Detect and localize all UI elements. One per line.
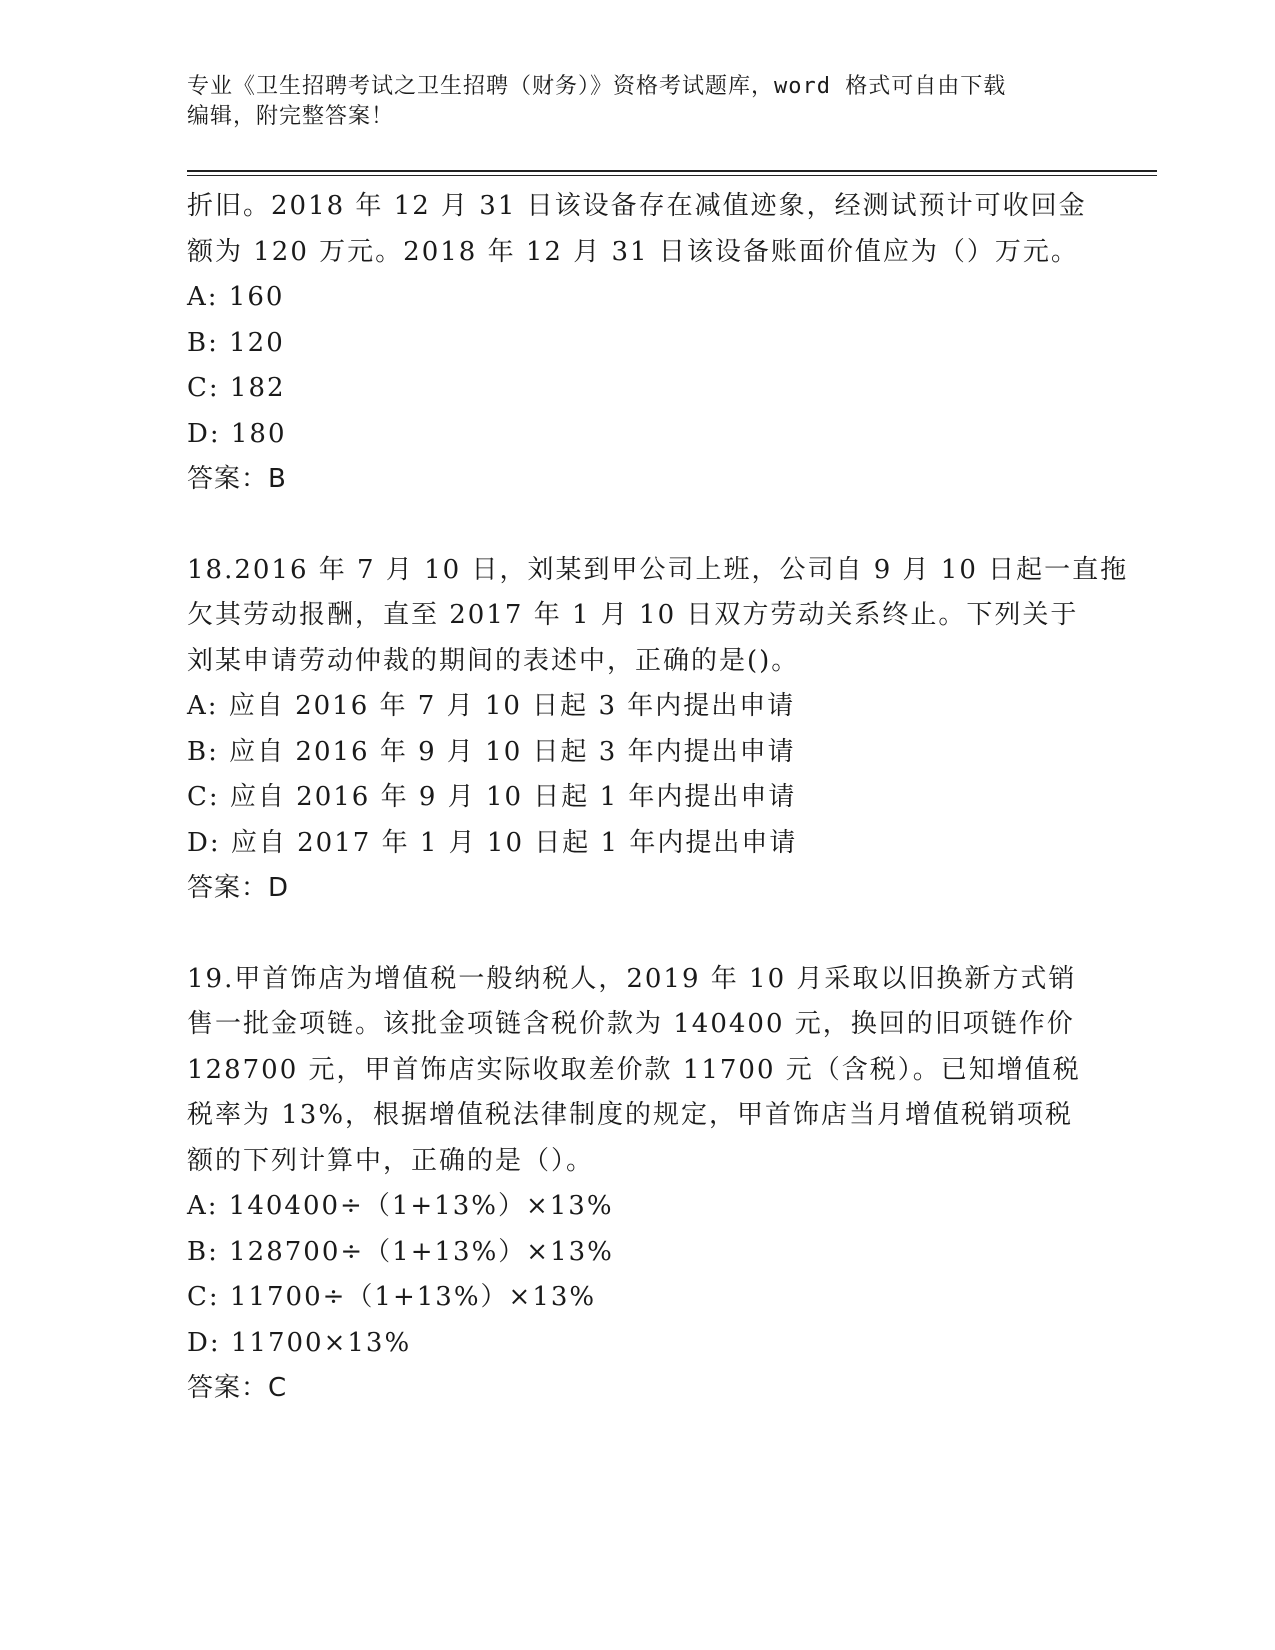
answer-label: 答案：D <box>187 873 290 903</box>
question-list <box>187 184 1157 1412</box>
question-18 <box>187 548 1129 912</box>
question-text-line: 刘某申请劳动仲裁的期间的表述中，正确的是()。 <box>187 645 800 676</box>
question-text-line: 128700 元，甲首饰店实际收取差价款 11700 元（含税）。已知增值税 <box>187 1054 1081 1085</box>
option-b: B: 应自 2016 年 9 月 10 日起 3 年内提出申请 <box>187 736 796 767</box>
answer-label: 答案：B <box>187 464 287 494</box>
question-text-line: 19.甲首饰店为增值税一般纳税人，2019 年 10 月采取以旧换新方式销 <box>187 963 1077 994</box>
option-c: C: 应自 2016 年 9 月 10 日起 1 年内提出申请 <box>187 782 797 812</box>
option-b: B: 128700÷（1+13%）×13% <box>187 1236 614 1267</box>
option-d: D: 180 <box>187 418 287 449</box>
question-text-line: 18.2016 年 7 月 10 日，刘某到甲公司上班，公司自 9 月 10 日起一直拖 <box>187 554 1129 585</box>
question-text-line: 欠其劳动报酬，直至 2017 年 1 月 10 日双方劳动关系终止。下列关于 <box>187 600 1079 630</box>
option-c: C: 182 <box>187 373 286 403</box>
document-page <box>187 72 1157 1457</box>
question-text-line: 税率为 13%，根据增值税法律制度的规定，甲首饰店当月增值税销项税 <box>187 1100 1074 1130</box>
option-a: A: 应自 2016 年 7 月 10 日起 3 年内提出申请 <box>187 691 796 721</box>
header-line-2: 编辑，附完整答案！ <box>187 104 395 129</box>
document-header <box>187 72 1067 132</box>
option-b: B: 120 <box>187 327 285 358</box>
header-line-1: 专业《卫生招聘考试之卫生招聘（财务）》资格考试题库，word 格式可自由下载 <box>187 74 1007 99</box>
header-divider <box>187 170 1157 176</box>
question-text-line: 售一批金项链。该批金项链含税价款为 140400 元，换回的旧项链作价 <box>187 1009 1075 1039</box>
question-17 <box>187 184 1087 503</box>
option-a: A: 160 <box>187 282 285 312</box>
question-text-line: 额为 120 万元。2018 年 12 月 31 日该设备账面价值应为（）万元。 <box>187 236 1079 267</box>
question-text-line: 折旧。2018 年 12 月 31 日该设备存在减值迹象，经测试预计可收回金 <box>187 191 1087 221</box>
option-a: A: 140400÷（1+13%）×13% <box>187 1191 614 1221</box>
option-d: D: 11700×13% <box>187 1327 412 1358</box>
question-text-line: 额的下列计算中，正确的是（）。 <box>187 1145 595 1176</box>
answer-label: 答案：C <box>187 1373 288 1403</box>
option-c: C: 11700÷（1+13%）×13% <box>187 1282 597 1312</box>
option-d: D: 应自 2017 年 1 月 10 日起 1 年内提出申请 <box>187 827 798 858</box>
question-19 <box>187 957 1087 1412</box>
